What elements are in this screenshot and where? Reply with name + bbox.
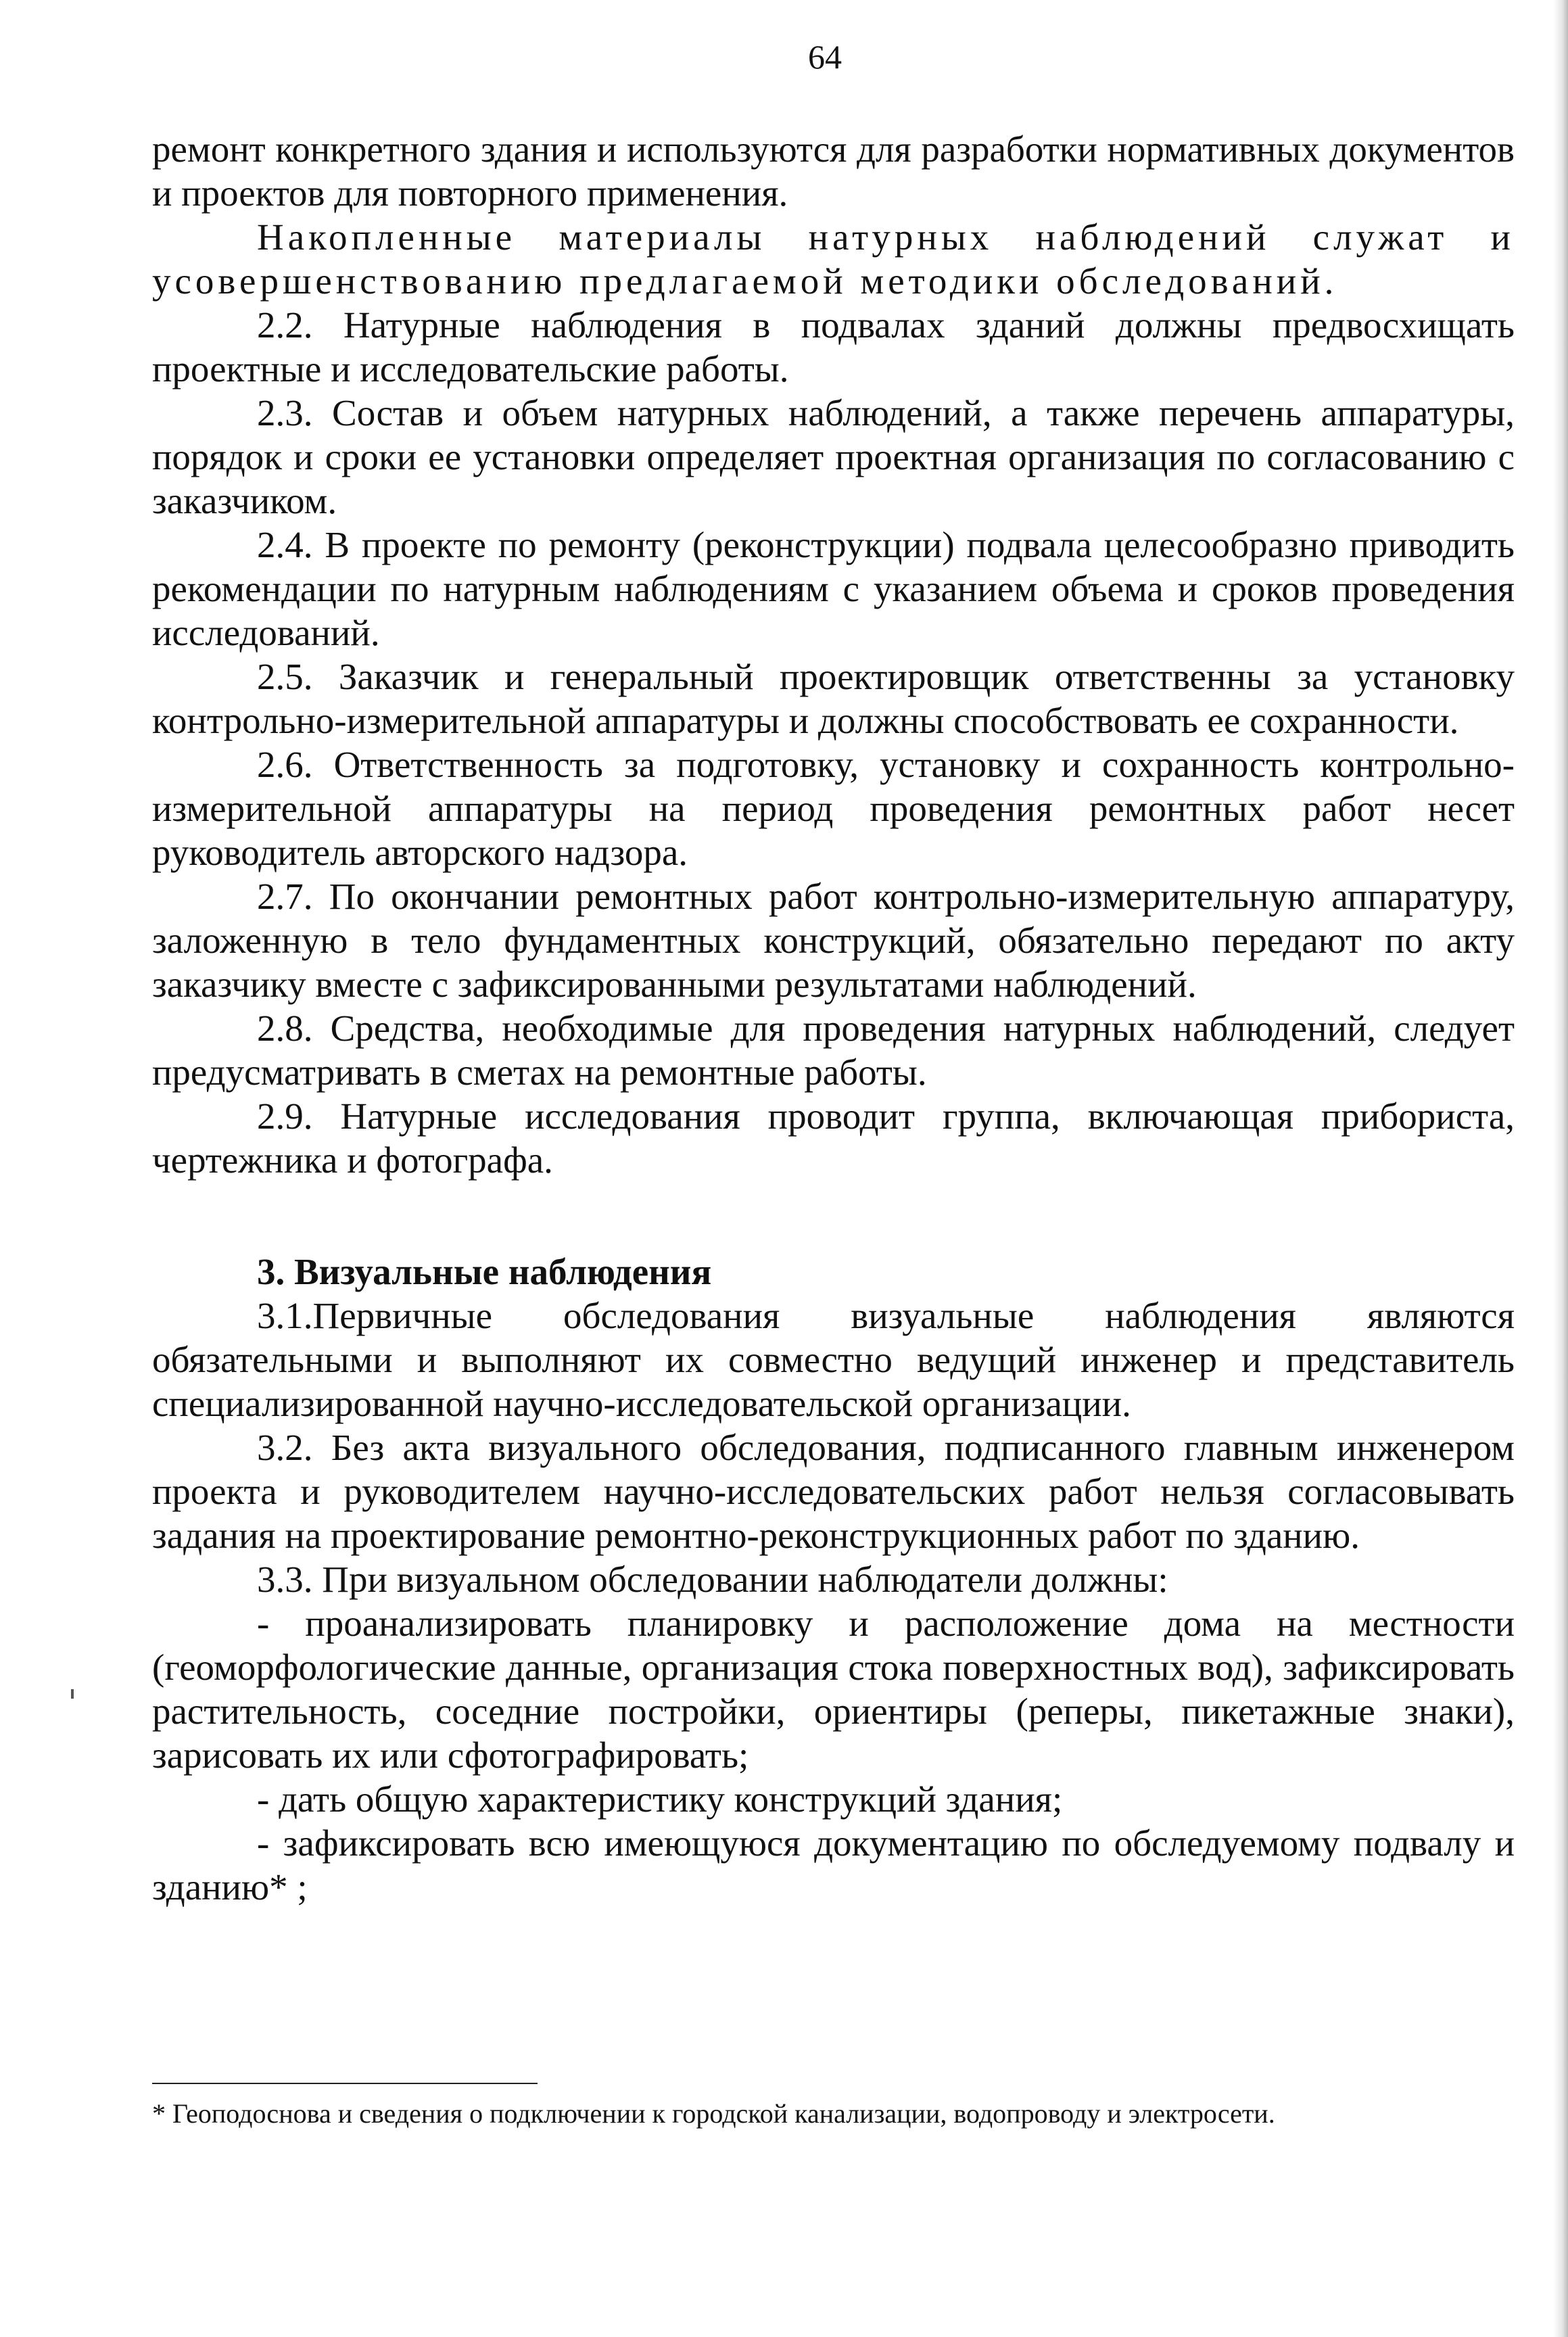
paragraph-2-3: 2.3. Состав и объем натурных наблюдений, а также перечень аппаратуры, порядок и сроки ее установки определяет проектная организация по согласованию с заказчиком. [152,392,1515,521]
paragraph-2-7: 2.7. По окончании ремонтных работ контрольно-измерительную аппаратуру, заложенную в тело фундаментных конструкций, обязательно передают по акту заказчику вместе с зафиксированными результатами наблюдений. [152,876,1515,1005]
paragraph-2-2: 2.2. Натурные наблюдения в подвалах зданий должны предвосхищать проектные и исследовательские работы. [152,304,1515,390]
list-item-characterize-structures: - дать общую характеристику конструкций здания; [257,1778,1063,1820]
paragraph-accumulated-materials: Накопленные материалы натурных наблюдений служат и усовершенствованию предлагаемой методики обследований. [152,216,1515,302]
scan-speck [71,1689,74,1699]
footnote: * Геоподоснова и сведения о подключении к городской канализации, водопроводу и электросети. [152,2098,1275,2129]
paragraph-3-1: 3.1.Первичные обследования визуальные наблюдения являются обязательными и выполняют их совместно ведущий инженер и представитель специализированной научно-исследовательской организации. [152,1295,1515,1424]
paragraph-3-3: 3.3. При визуальном обследовании наблюдатели должны: [257,1559,1168,1600]
paragraph-continuation: ремонт конкретного здания и используются для разработки нормативных документов и проектов для повторного применения. [152,128,1515,214]
paragraph-2-6: 2.6. Ответственность за подготовку, установку и сохранность контрольно-измерительной аппаратуры на период проведения ремонтных работ несет руководитель авторского надзора. [152,744,1515,873]
document-body [152,127,1515,1909]
paragraph-2-4: 2.4. В проекте по ремонту (реконструкции) подвала целесообразно приводить рекомендации по натурным наблюдениям с указанием объема и сроков проведения исследований. [152,524,1515,653]
list-item-analyze-layout: - проанализировать планировку и расположение дома на местности (геоморфологические данные, организация стока поверхностных вод), зафиксировать растительность, соседние постройки, ориентиры (реперы, пикетажные знаки), зарисовать их или сфотографировать; [152,1603,1515,1776]
paragraph-3-2: 3.2. Без акта визуального обследования, подписанного главным инженером проекта и руководителем научно-исследовательских работ нельзя согласовывать задания на проектирование ремонтно-реконструкционных работ по зданию. [152,1427,1515,1556]
scan-edge-shadow [1553,0,1568,2337]
list-item-record-documentation: - зафиксировать всю имеющуюся документацию по обследуемому подвалу и зданию* ; [152,1822,1515,1908]
paragraph-2-8: 2.8. Средства, необходимые для проведения натурных наблюдений, следует предусматривать в сметах на ремонтные работы. [152,1008,1515,1093]
footnote-separator [152,2083,538,2084]
paragraph-2-5: 2.5. Заказчик и генеральный проектировщик ответственны за установку контрольно-измерительной аппаратуры и должны способствовать ее сохранности. [152,656,1515,741]
paragraph-2-9: 2.9. Натурные исследования проводит группа, включающая прибориста, чертежника и фотографа. [152,1095,1515,1181]
page-number: 64 [808,38,842,76]
section-heading: 3. Визуальные наблюдения [257,1251,712,1292]
